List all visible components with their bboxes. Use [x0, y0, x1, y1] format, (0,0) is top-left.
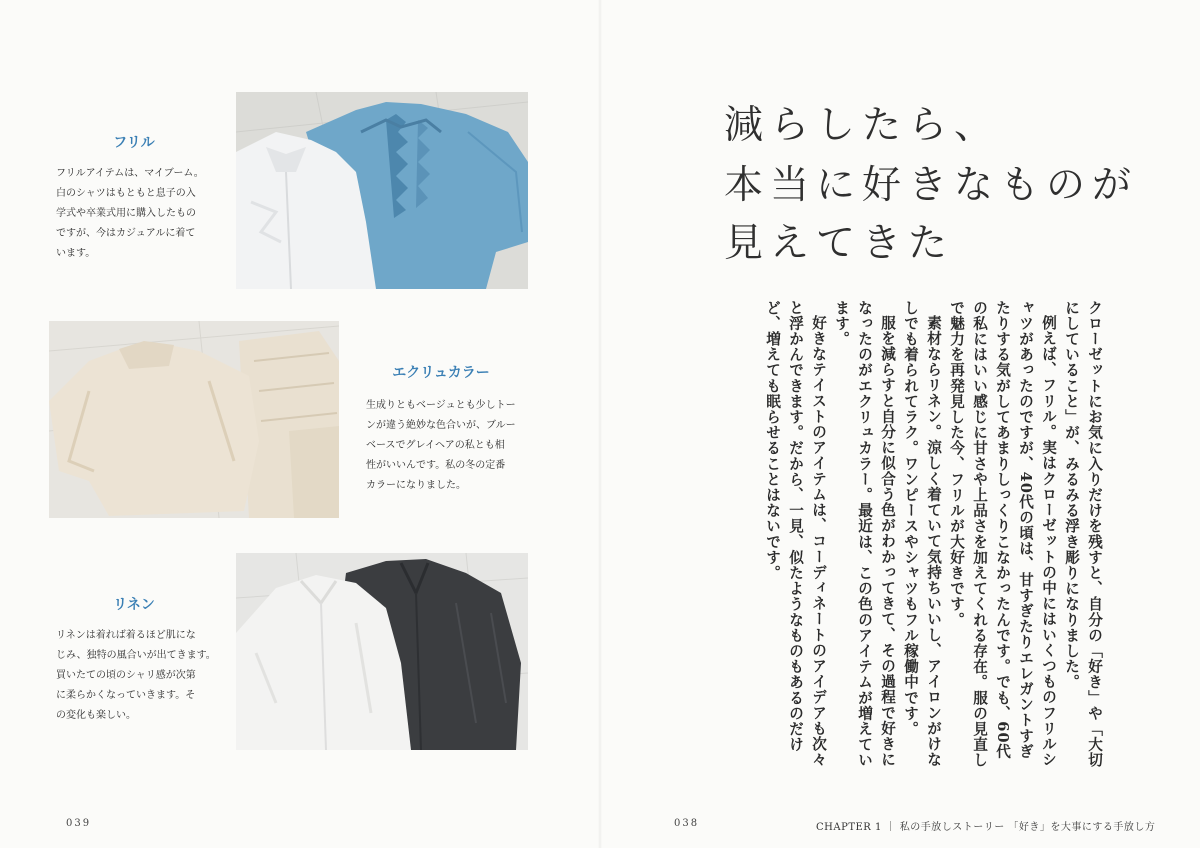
section-heading-linen: リネン: [113, 597, 155, 613]
linen-shirts-photo: [236, 553, 528, 750]
body-paragraph: 好きなテイストのアイテムは、コーディネートのアイデアも次々と浮かんできます。だから、一見、似たようなものもあるのだけど、増えても眠らせることはないです。: [764, 300, 827, 767]
body-paragraph: クローゼットにお気に入りだけを残すと、自分の「好き」や「大切にしていること」が、みるみる浮き彫りになりました。: [1063, 300, 1103, 768]
section-heading-ecru: エクリュカラー: [392, 365, 490, 381]
body-paragraph: 例えば、フリル。実はクローゼットの中にはいくつものフリルシャツがあったのですが、40代の頃は、甘すぎたりエレガントすぎたりする気がしてあまりしっくりこなかったんです。でも、60代の私にはいい感じに甘さや上品さを加えてくれる存在。服の見直しで魅力を再発見した今、フリルが大好きです。: [948, 300, 1057, 768]
title-line-1: 減らしたら、: [724, 103, 1001, 148]
title-line-3: 見えてきた: [724, 221, 955, 266]
section-caption-linen: リネンは着れば着るほど肌にな じみ、独特の風合いが出てきます。 買いたての頃のシャリ感が次第 に柔らかくなっていきます。そ の変化も楽しい。: [56, 630, 216, 721]
page-number-left: 039: [66, 818, 92, 829]
running-header: CHAPTER 1 ｜ 私の手放しストーリー 「好き」を大事にする手放し方: [816, 822, 1156, 833]
ecru-knits-photo: [49, 321, 339, 518]
section-heading-frill: フリル: [113, 135, 155, 151]
title-line-2: 本当に好きなものが: [724, 163, 1139, 208]
body-paragraph: 服を減らすと自分に似合う色がわかってきて、その過程で好きになったのがエクリュカラー。最近は、この色のアイテムが増えています。: [833, 300, 896, 768]
frill-shirts-photo: [236, 92, 528, 289]
section-caption-frill: フリルアイテムは、マイブーム。 白のシャツはもともと息子の入 学式や卒業式用に購入したもの ですが、今はカジュアルに着て います。: [56, 168, 204, 259]
body-text: [726, 300, 1106, 770]
page-number-right: 038: [674, 818, 700, 829]
section-caption-ecru: 生成りともベージュとも少しトー ンが違う絶妙な色合いが、ブルー ベースでグレイヘアの私とも相 性がいいんです。私の冬の定番 カラーになりました。: [366, 400, 516, 491]
body-paragraph: 素材ならリネン。涼しく着ていて気持ちいいし、アイロンがけなしでも着られてラク。ワンピースやシャツもフル稼働中です。: [902, 300, 942, 767]
